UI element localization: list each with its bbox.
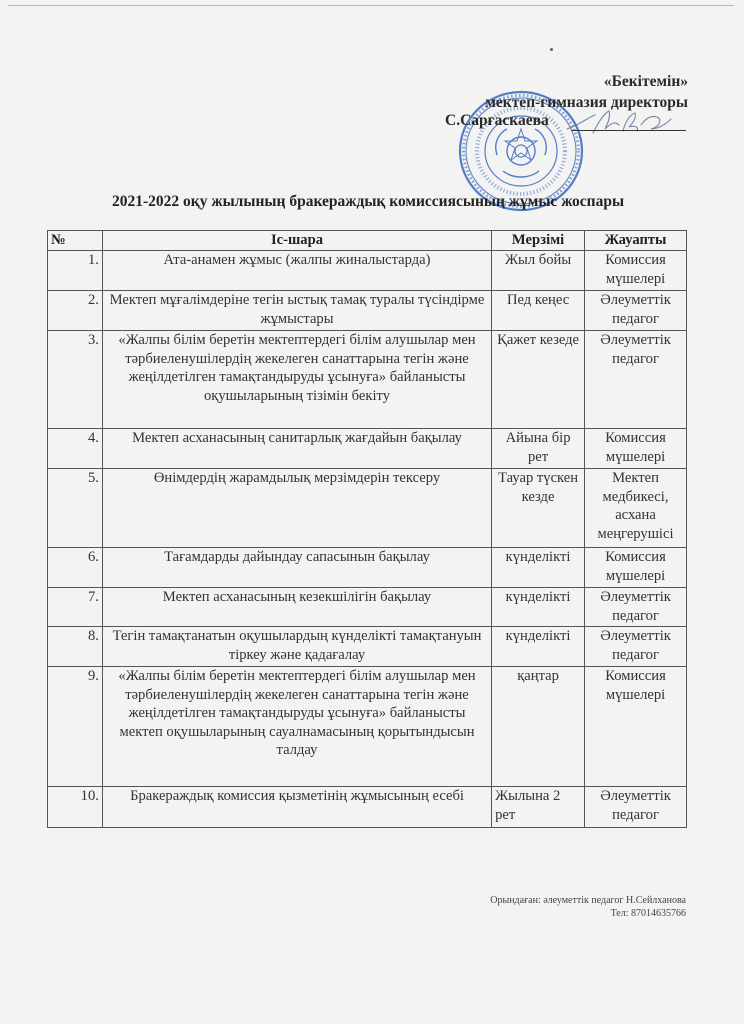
row-term: Пед кеңес: [492, 291, 585, 331]
row-number: 8.: [48, 627, 103, 667]
table-row: [48, 787, 687, 828]
row-responsible: Мектеп медбикесі, асхана меңгерушісі: [585, 469, 687, 548]
table-row: [48, 588, 687, 627]
row-number: 4.: [48, 429, 103, 469]
row-activity: «Жалпы білім беретін мектептердегі білім алушылар мен тәрбиеленушілердің жекелеген санаттарына тегін және жеңілдетілген тамақтандыруды ұсынуға» байланысты оқушыларының тізімін бекіту: [102, 331, 491, 429]
row-responsible: Әлеуметтік педагог: [585, 787, 687, 828]
table-row: [48, 627, 687, 667]
row-activity: Ата-анамен жұмыс (жалпы жиналыстарда): [102, 251, 491, 291]
row-activity: Мектеп асханасының санитарлық жағдайын бақылау: [102, 429, 491, 469]
row-responsible: Әлеуметтік педагог: [585, 331, 687, 429]
row-activity: Тегін тамақтанатын оқушылардың күнделікті тамақтануын тіркеу және қадағалау: [102, 627, 491, 667]
table-row: [48, 548, 687, 588]
approval-title: «Бекітемін»: [603, 73, 688, 90]
row-number: 3.: [48, 331, 103, 429]
table-header-row: [48, 231, 687, 251]
table-row: [48, 331, 687, 429]
contact-phone: Тел: 87014635766: [610, 908, 686, 919]
table-row: [48, 469, 687, 548]
row-activity: Өнімдердің жарамдылық мерзімдерін тексеру: [102, 469, 491, 548]
row-term: күнделікті: [492, 548, 585, 588]
row-responsible: Комиссия мүшелері: [585, 251, 687, 291]
row-term: Тауар түскен кезде: [492, 469, 585, 548]
row-responsible: Әлеуметтік педагог: [585, 588, 687, 627]
table-row: [48, 429, 687, 469]
row-responsible: Әлеуметтік педагог: [585, 291, 687, 331]
row-number: 7.: [48, 588, 103, 627]
row-responsible: Комиссия мүшелері: [585, 548, 687, 588]
scan-speck: [550, 48, 553, 51]
row-term: Қажет кезеде: [492, 331, 585, 429]
table-row: [48, 291, 687, 331]
footer: [490, 894, 686, 920]
row-term: қаңтар: [492, 667, 585, 787]
header-responsible: Жауапты: [585, 231, 687, 251]
table-row: [48, 251, 687, 291]
row-term: күнделікті: [492, 627, 585, 667]
row-responsible: Әлеуметтік педагог: [585, 627, 687, 667]
row-responsible: Комиссия мүшелері: [585, 429, 687, 469]
row-number: 10.: [48, 787, 103, 828]
approval-name: С.Сарғаскаева: [445, 112, 549, 129]
row-activity: «Жалпы білім беретін мектептердегі білім алушылар мен тәрбиеленушілердің жекелеген санаттарына тегін және жеңілдетілген тамақтандыруды ұсынуға» байланысты мектеп оқушыларының сауалнамасының қорытындысын талдау: [102, 667, 491, 787]
row-activity: Мектеп асханасының кезекшілігін бақылау: [102, 588, 491, 627]
row-activity: Бракераждық комиссия қызметінің жұмысының есебі: [102, 787, 491, 828]
row-number: 9.: [48, 667, 103, 787]
row-activity: Тағамдарды дайындау сапасынын бақылау: [102, 548, 491, 588]
header-number: №: [48, 231, 103, 251]
header-term: Мерзімі: [492, 231, 585, 251]
row-term: Жылына 2 рет: [492, 787, 585, 828]
row-number: 6.: [48, 548, 103, 588]
row-responsible: Комиссия мүшелері: [585, 667, 687, 787]
row-number: 5.: [48, 469, 103, 548]
header-activity: Іс-шара: [102, 231, 491, 251]
scan-edge-line: [8, 5, 734, 6]
row-term: Жыл бойы: [492, 251, 585, 291]
approval-role: мектеп-гимназия директоры: [485, 94, 688, 111]
row-term: Айына бір рет: [492, 429, 585, 469]
row-number: 2.: [48, 291, 103, 331]
row-activity: Мектеп мұғалімдеріне тегін ыстық тамақ туралы түсіндірме жұмыстары: [102, 291, 491, 331]
table-row: [48, 667, 687, 787]
work-plan-table: [47, 230, 687, 828]
document-title: 2021-2022 оқу жылының бракераждық комиссиясының жұмыс жоспары: [112, 193, 625, 210]
prepared-by: Орындаған: әлеуметтік педагог Н.Сейлханова: [490, 895, 686, 906]
row-term: күнделікті: [492, 588, 585, 627]
signature-line: [571, 130, 686, 131]
row-number: 1.: [48, 251, 103, 291]
